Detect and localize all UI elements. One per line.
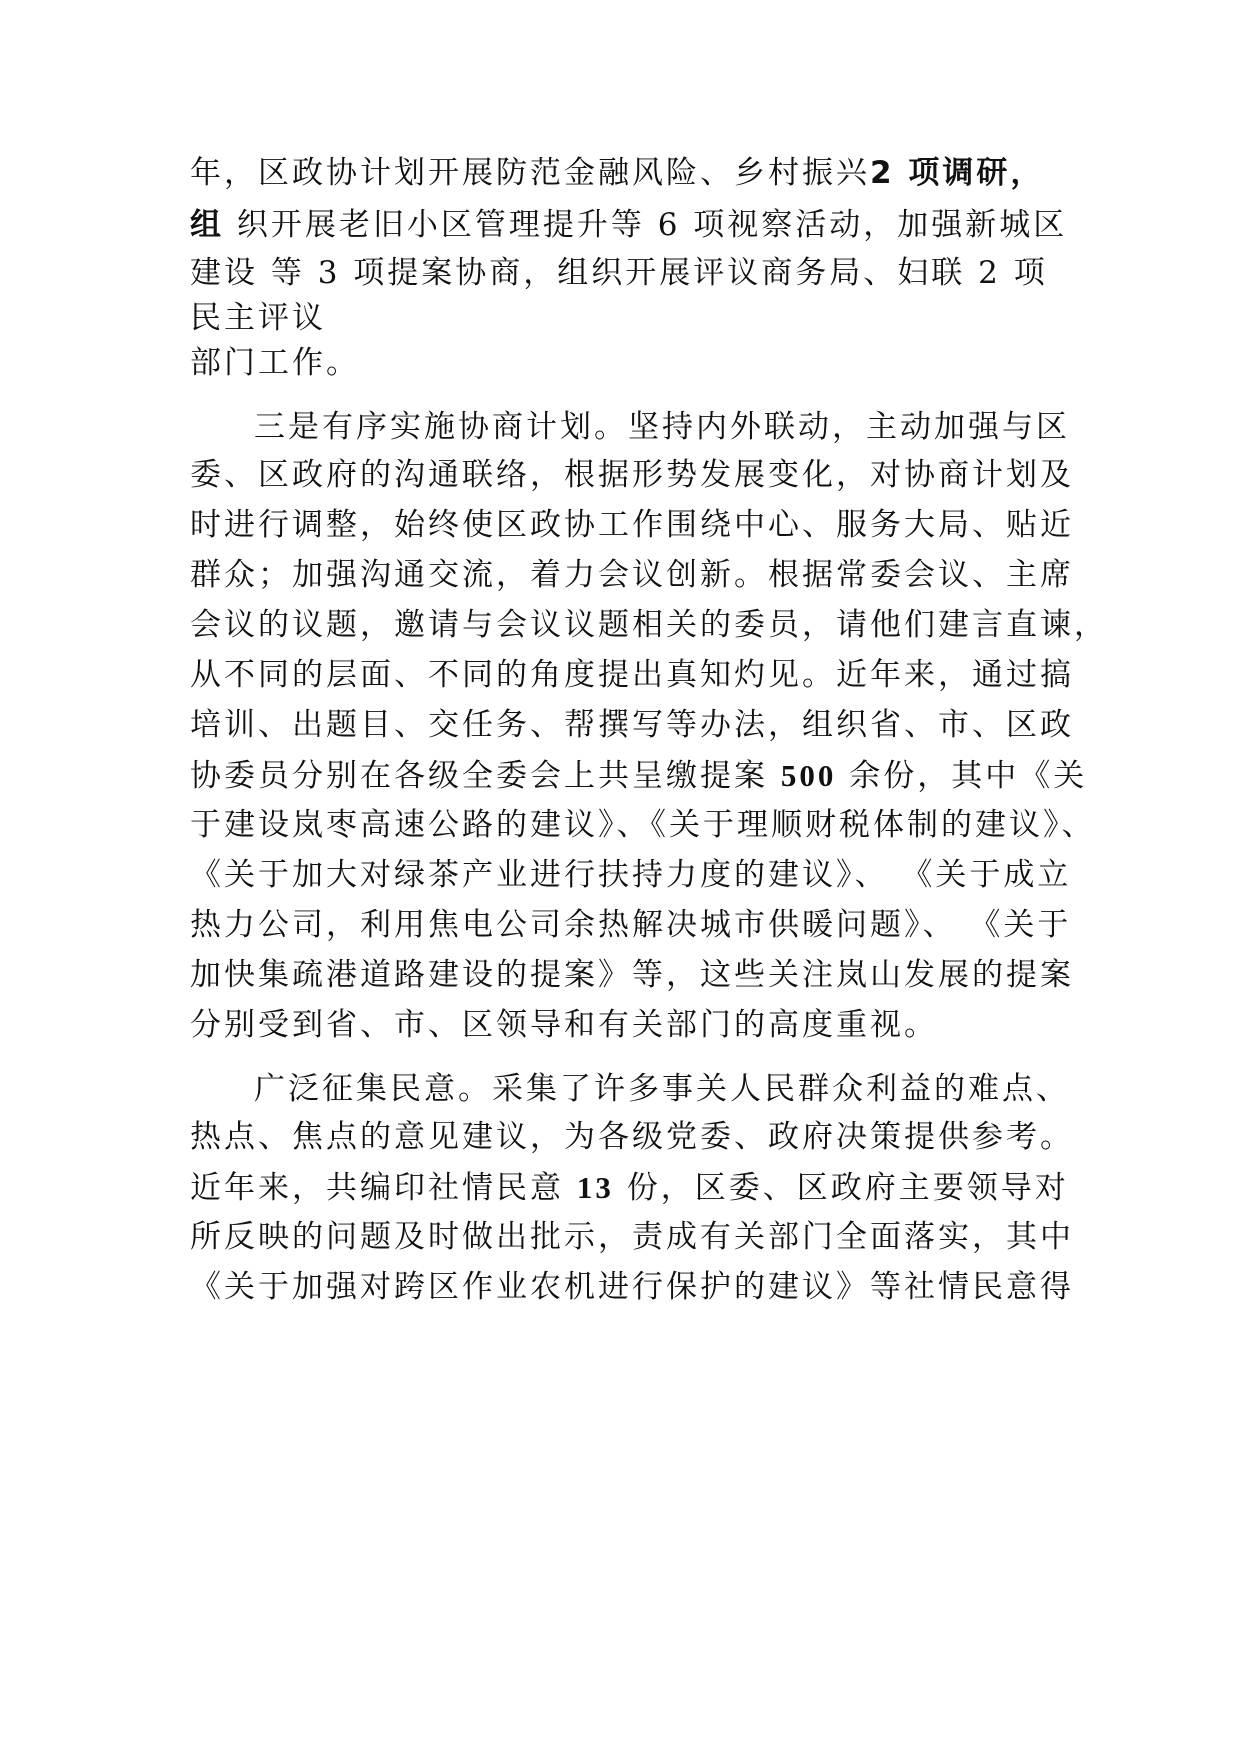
para3-line2: 热点、焦点的意见建议，为各级党委、政府决策提供参考。: [190, 1119, 1074, 1155]
para2-line6: 从不同的层面、不同的角度提出真知灼见。近年来，通过搞: [190, 657, 1074, 693]
para1-line2-bold: 组: [190, 207, 224, 243]
para2-line13: 分别受到省、市、区领导和有关部门的高度重视。: [190, 1007, 938, 1043]
para2-line8-text-end: 余份，其中《关: [836, 758, 1088, 794]
para1-line2-text: 织开展老旧小区管理提升等 6 项视察活动，加强新城区: [224, 207, 1068, 243]
proposal-count: 500: [780, 758, 837, 793]
para1-line1: [190, 155, 1060, 191]
para3-line5: 《关于加强对跨区作业农机进行保护的建议》等社情民意得: [190, 1269, 1074, 1305]
para2-line8: [190, 758, 1088, 794]
para2-line4: 群众；加强沟通交流，着力会议创新。根据常委会议、主席: [190, 557, 1074, 593]
opinion-count: 13: [576, 1170, 614, 1205]
para3-line3-text-end: 份，区委、区政府主要领导对: [613, 1170, 1069, 1206]
para1-line2: [190, 207, 1068, 243]
para1-line5: 部门工作。: [190, 345, 360, 381]
para2-line1: 三是有序实施协商计划。坚持内外联动，主动加强与区: [254, 409, 1070, 445]
para3-line1: 广泛征集民意。采集了许多事关人民群众利益的难点、: [254, 1071, 1070, 1107]
para2-line3: 时进行调整，始终使区政协工作围绕中心、服务大局、贴近: [190, 507, 1074, 543]
para3-line4: 所反映的问题及时做出批示，责成有关部门全面落实，其中: [190, 1219, 1074, 1255]
para2-line11: 热力公司，利用焦电公司余热解决城市供暖问题》、 《关于: [190, 907, 1072, 943]
para1-line1-bold: 2 项调研，: [870, 155, 1045, 191]
para2-line8-text: 协委员分别在各级全委会上共呈缴提案: [190, 758, 781, 794]
para1-line3: 建设 等 3 项提案协商，组织开展评议商务局、妇联 2 项: [190, 255, 1048, 291]
para2-line7: 培训、出题目、交任务、帮撰写等办法，组织省、市、区政: [190, 707, 1074, 743]
para2-line12: 加快集疏港道路建设的提案》等，这些关注岚山发展的提案: [190, 957, 1074, 993]
para1-line4: 民主评议: [190, 300, 326, 336]
para3-line3: [190, 1170, 1069, 1206]
para2-line9: 于建设岚枣高速公路的建议》、《关于理顺财税体制的建议》、: [190, 807, 1096, 843]
para2-line2: 委、区政府的沟通联络，根据形势发展变化，对协商计划及: [190, 457, 1074, 493]
para1-line1-text: 年，区政协计划开展防范金融风险、乡村振兴: [190, 155, 870, 191]
para2-line10: 《关于加大对绿茶产业进行扶持力度的建议》、 《关于成立: [190, 857, 1072, 893]
para3-line3-text: 近年来，共编印社情民意: [190, 1170, 577, 1206]
para2-line5: 会议的议题，邀请与会议议题相关的委员，请他们建言直谏，: [190, 607, 1108, 643]
